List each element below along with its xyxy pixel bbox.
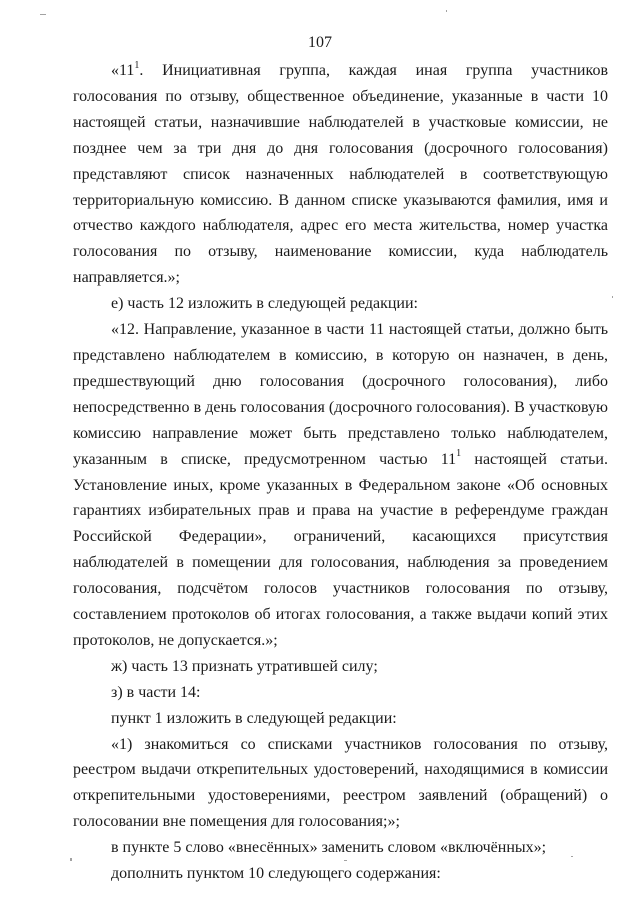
paragraph-text: е) часть 12 изложить в следующей редакции: [111,295,418,313]
scan-speck [612,296,613,298]
paragraph [73,680,608,706]
paragraph-text: дополнить пунктом 10 следующего содержания: [111,865,441,883]
paragraph [73,835,608,861]
scan-speck [70,858,72,861]
paragraph-text: . Инициативная группа, каждая иная группа участников голосования по отзыву, общественное объединение, указанные в части 10 настоящей статьи, назначившие наблюдателей в участковые комиссии, не позднее чем за три дня до дня голосования (досрочного голосования) представляют список назначенных наблюдателей в соответствующую территориальную комиссию. В данном списке указываются фамилия, имя и отчество каждого наблюдателя, адрес его места жительства, номер участка голосования по отзыву, наименование комиссии, куда наблюдатель направляется.»; [73,62,608,287]
paragraph [73,317,608,654]
paragraph-text: «11 [111,62,135,79]
paragraph-text: в пункте 5 слово «внесённых» заменить словом «включённых»; [111,839,547,857]
paragraph [73,58,608,291]
paragraph-text: з) в части 14: [111,683,201,701]
paragraph-text: «1) знакомиться со списками участников голосования по отзыву, реестром выдачи открепительных удостоверений, находящимися в комиссии открепительными удостоверениями, реестром заявлений (обращений) о голосовании вне помещения для голосования;»; [73,735,608,831]
page-number: 107 [308,34,332,51]
superscript: 1 [456,448,462,460]
superscript: 1 [134,59,140,71]
scan-speck [344,860,347,861]
paragraph [73,732,608,836]
paragraph [73,654,608,680]
paragraph [73,291,608,317]
document-body [73,58,608,887]
paragraph [73,706,608,732]
scan-speck [40,14,46,15]
paragraph-text: настоящей статьи. Установление иных, кроме указанных в Федеральном законе «Об основных гарантиях избирательных прав и права на участие в референдуме граждан Российской Федерации», ограничений, касающихся присутствия наблюдателей в помещении для голосования, наблюдения за проведением голосования, подсчётом голосов участников голосования по отзыву, составлением протоколов об итогах голосования, а также выдачи копий этих протоколов, не допускается.»; [73,450,608,649]
paragraph [73,861,608,887]
scan-speck [446,10,447,12]
paragraph-text: «12. Направление, указанное в части 11 настоящей статьи, должно быть представлено наблюдателем в комиссию, в которую он назначен, в день, предшествующий дню голосования (досрочного голосования), либо непосредственно в день голосования (досрочного голосования). В участковую комиссию направление может быть представлено только наблюдателем, указанным в списке, предусмотренном частью 11 [73,321,608,468]
paragraph-text: ж) часть 13 признать утратившей силу; [111,657,378,675]
paragraph-text: пункт 1 изложить в следующей редакции: [111,709,397,727]
scan-speck [571,856,573,857]
